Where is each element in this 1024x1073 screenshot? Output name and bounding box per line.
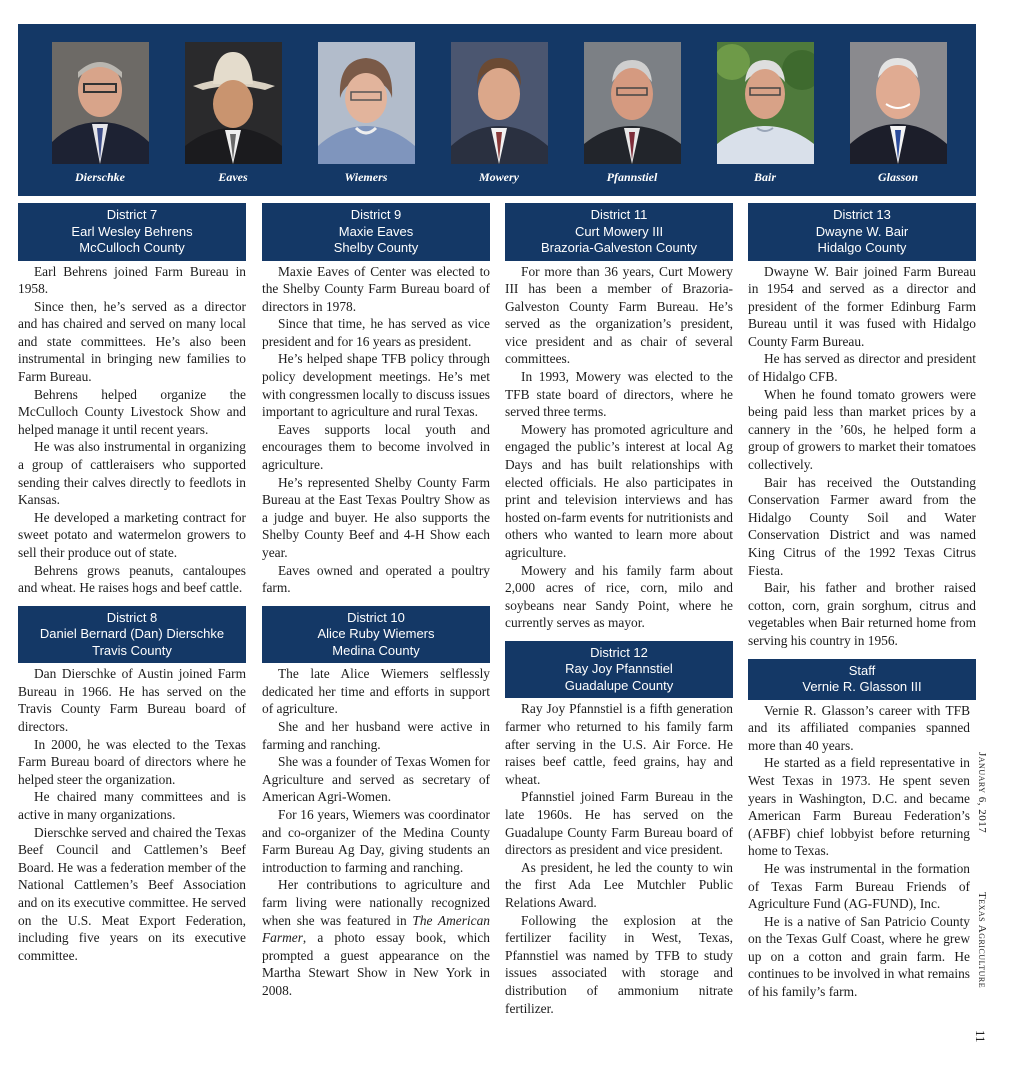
county-name: Travis County bbox=[92, 642, 172, 658]
portrait-mowery bbox=[451, 42, 548, 164]
portrait-eaves bbox=[185, 42, 282, 164]
section-label: Staff bbox=[848, 662, 876, 678]
paragraph: Maxie Eaves of Center was elected to the Shelby County Farm Bureau board of directors in 1978. bbox=[262, 263, 490, 314]
text-run: , a photo essay book, which prompted a guest appearance on the Martha Stewart Show in New York in 2008. bbox=[262, 930, 490, 998]
district-12-body bbox=[505, 700, 733, 1017]
district-label: District 10 bbox=[347, 609, 405, 625]
county-name: Shelby County bbox=[333, 240, 419, 255]
member-name: Alice Ruby Wiemers bbox=[317, 626, 435, 642]
paragraph: Mowery and his family farm about 2,000 acres of rice, corn, milo and soybeans near Sandy Point, where he currently serves as mayor. bbox=[505, 562, 733, 631]
paragraph: He was instrumental in the formation of Texas Farm Bureau Friends of Agriculture Fund (AG-FUND), Inc. bbox=[748, 860, 970, 912]
district-9-header bbox=[262, 203, 490, 261]
page-number bbox=[972, 1030, 992, 1050]
paragraph: Pfannstiel joined Farm Bureau in the late 1960s. He has served on the Guadalupe County Farm Bureau board of directors as president and vice president. bbox=[505, 789, 733, 858]
paragraph: When he found tomato growers were being paid less than market prices by a cannery in the ’60s, he helped form a group of growers to market their tomatoes collectively. bbox=[748, 386, 976, 473]
member-name: Dwayne W. Bair bbox=[815, 223, 909, 239]
district-12-header bbox=[505, 641, 733, 699]
portrait-pfannstiel bbox=[584, 42, 681, 164]
paragraph: He’s helped shape TFB policy through policy development meetings. He’s met with congressmen locally to discuss issues important to agriculture and rural Texas. bbox=[262, 351, 490, 420]
member-name: Maxie Eaves bbox=[338, 223, 414, 239]
paragraph: She was a founder of Texas Women for Agriculture and served as secretary of American Agri-Women. bbox=[262, 754, 490, 805]
portrait-bair bbox=[717, 42, 814, 164]
text-run: Her contributions to agriculture and farm living were nationally recognized when she was featured in bbox=[262, 877, 490, 928]
paragraph: The late Alice Wiemers selflessly dedicated her time and efforts in support of agriculture. bbox=[262, 666, 490, 717]
district-8-body bbox=[18, 665, 246, 964]
paragraph: Bair, his father and brother raised cotton, corn, grain sorghum, citrus and vegetables when Bair returned home from serving his country in 1956. bbox=[748, 580, 976, 648]
caption-eaves: Eaves bbox=[218, 170, 248, 184]
portrait-glasson bbox=[850, 42, 947, 164]
paragraph: For more than 36 years, Curt Mowery III has been a member of Brazoria-Galveston County Farm Bureau. He’s served as the organization’s president, vice president and as chair of several committees. bbox=[505, 263, 733, 367]
county-name: McCulloch County bbox=[79, 240, 185, 255]
paragraph: He is a native of San Patricio County on the Texas Gulf Coast, where he grew up on a cotton and grain farm. He continues to be involved in what remains of his family’s farm. bbox=[748, 913, 970, 1000]
district-13-header bbox=[748, 203, 976, 261]
caption-dierschke: Dierschke bbox=[75, 170, 125, 184]
district-label: District 8 bbox=[106, 609, 158, 625]
paragraph: He has served as director and president of Hidalgo CFB. bbox=[748, 351, 976, 385]
district-10-header bbox=[262, 606, 490, 664]
paragraph: Dan Dierschke of Austin joined Farm Bureau in 1966. He has served on the Travis County Farm Bureau board of directors. bbox=[18, 666, 246, 735]
district-label: District 11 bbox=[590, 207, 648, 222]
paragraph: For 16 years, Wiemers was coordinator and co-organizer of the Medina County Farm Bureau Ag Day, giving students an introduction to farming and ranching. bbox=[262, 807, 490, 875]
paragraph: Bair has received the Outstanding Conservation Farmer award from the Hidalgo County Soil and Water Conservation District and was named King Citrus of the 1992 Texas Citrus Fiesta. bbox=[748, 474, 976, 578]
paragraph: In 2000, he was elected to the Texas Farm Bureau board of directors where he helped steer the organization. bbox=[18, 736, 246, 787]
paragraph: Behrens helped organize the McCulloch County Livestock Show and helped manage it until recent years. bbox=[18, 386, 246, 437]
county-name: Medina County bbox=[332, 642, 420, 658]
running-head bbox=[968, 752, 990, 1012]
paragraph: As president, he led the county to win the first Ada Lee Mutchler Public Relations Award. bbox=[505, 859, 733, 910]
paragraph: He chaired many committees and is active in many organizations. bbox=[18, 789, 246, 823]
county-name: Brazoria-Galveston County bbox=[540, 240, 698, 255]
paragraph: He’s represented Shelby County Farm Bureau at the East Texas Poultry Show as a judge and buyer. He also supports the Shelby County Beef and 4-H Show each year. bbox=[262, 474, 490, 560]
district-13-body bbox=[748, 263, 976, 650]
paragraph: Earl Behrens joined Farm Bureau in 1958. bbox=[18, 263, 246, 297]
staff-body bbox=[748, 702, 970, 1001]
column-4 bbox=[748, 203, 976, 1001]
district-label: District 13 bbox=[833, 207, 891, 222]
paragraph: He was also instrumental in organizing a group of cattleraisers who supported sending their calves directly to feedlots in Kansas. bbox=[18, 439, 246, 508]
caption-pfannstiel: Pfannstiel bbox=[606, 170, 658, 184]
paragraph: Following the explosion at the fertilizer facility in West, Texas, Pfannstiel was named by TFB to study issues associated with storage and distribution of ammonium nitrate fertilizer. bbox=[505, 912, 733, 1016]
caption-mowery: Mowery bbox=[479, 170, 519, 184]
column-1 bbox=[18, 203, 246, 964]
paragraph: He developed a marketing contract for sweet potato and watermelon growers to sell their produce out of state. bbox=[18, 509, 246, 560]
district-10-body bbox=[262, 665, 490, 999]
paragraph: Since that time, he has served as vice president and for 16 years as president. bbox=[262, 316, 490, 349]
caption-bair: Bair bbox=[753, 170, 776, 184]
column-2 bbox=[262, 203, 490, 1000]
district-7-body bbox=[18, 263, 246, 597]
page-number-text: 11 bbox=[973, 1030, 988, 1043]
member-name: Daniel Bernard (Dan) Dierschke bbox=[39, 626, 225, 642]
paragraph: Behrens grows peanuts, cantaloupes and wheat. He raises hogs and beef cattle. bbox=[18, 562, 246, 596]
caption-wiemers: Wiemers bbox=[344, 170, 388, 184]
portrait-wiemers bbox=[318, 42, 415, 164]
photo-banner bbox=[18, 24, 976, 196]
portrait-dierschke bbox=[52, 42, 149, 164]
district-label: District 9 bbox=[350, 207, 402, 222]
district-8-header bbox=[18, 606, 246, 664]
paragraph: He started as a field representative in West Texas in 1973. He spent seven years in Washington, D.C. and became American Farm Bureau Federation’s (AFBF) chief lobbyist before returning home to Texas. bbox=[748, 755, 970, 859]
member-name: Ray Joy Pfannstiel bbox=[565, 661, 673, 677]
district-label: District 12 bbox=[590, 644, 648, 660]
district-11-body bbox=[505, 263, 733, 632]
county-name: Hidalgo County bbox=[817, 240, 907, 255]
paragraph: Eaves supports local youth and encourages them to become involved in agriculture. bbox=[262, 421, 490, 473]
paragraph: Since then, he’s served as a director and has chaired and served on many local and state committees. He’s also been instrumental in bringing new families to Farm Bureau. bbox=[18, 298, 246, 385]
column-3 bbox=[505, 203, 733, 1017]
paragraph: Vernie R. Glasson’s career with TFB and its affiliated companies spanned more than 40 years. bbox=[748, 702, 970, 753]
paragraph: Ray Joy Pfannstiel is a fifth generation farmer who returned to his family farm after serving in the U.S. Air Force. He raises beef cattle, feed grains, hay and wheat. bbox=[505, 701, 733, 787]
paragraph: Eaves owned and operated a poultry farm. bbox=[262, 562, 490, 596]
paragraph bbox=[262, 876, 490, 999]
book-title: The American Farmer bbox=[262, 912, 490, 946]
paragraph: Dwayne W. Bair joined Farm Bureau in 1954 and served as a director and president of the former Edinburg Farm Bureau until it was fused with Hidalgo County Farm Bureau. bbox=[748, 263, 976, 349]
district-7-header bbox=[18, 203, 246, 261]
paragraph: She and her husband were active in farming and ranching. bbox=[262, 719, 490, 752]
paragraph: Dierschke served and chaired the Texas Beef Council and Cattlemen’s Beef Board. He was a federation member of the National Cattlemen’s Beef Association and on its executive committee. He served on the U.S. Meat Export Federation, including five years on its executive committee. bbox=[18, 824, 246, 963]
caption-glasson: Glasson bbox=[877, 170, 918, 184]
member-name: Vernie R. Glasson III bbox=[802, 679, 922, 695]
district-label: District 7 bbox=[106, 207, 158, 222]
paragraph: In 1993, Mowery was elected to the TFB state board of directors, where he served three terms. bbox=[505, 369, 733, 420]
district-11-header bbox=[505, 203, 733, 261]
district-9-body bbox=[262, 263, 490, 597]
member-name: Earl Wesley Behrens bbox=[71, 223, 193, 239]
county-name: Guadalupe County bbox=[564, 677, 674, 693]
paragraph: Mowery has promoted agriculture and engaged the public’s interest at local Ag Days and has built relationships with elected officials. He also participates in print and television interviews and has hosted on-farm events for nutritionists and others who wanted to learn more about agriculture. bbox=[505, 421, 733, 560]
issue-date: January 6, 2017 bbox=[976, 752, 988, 834]
publication-name: Texas Agriculture bbox=[976, 892, 988, 989]
staff-header bbox=[748, 659, 976, 700]
member-name: Curt Mowery III bbox=[574, 223, 664, 239]
